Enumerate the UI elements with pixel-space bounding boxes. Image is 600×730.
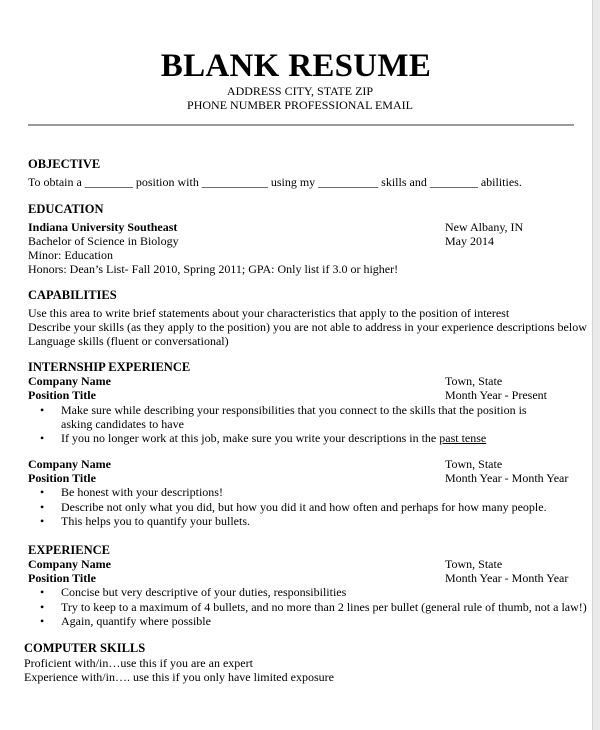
capabilities-heading: CAPABILITIES <box>28 288 117 302</box>
honors: Honors: Dean’s List- Fall 2010, Spring 2011; GPA: Only list if 3.0 or higher! <box>28 262 399 276</box>
resume-title: BLANK RESUME <box>160 48 432 84</box>
bullet-text: This helps you to quantify your bullets. <box>61 514 250 528</box>
capability-line: Describe your skills (as they apply to the position) you are not able to address in your experience descriptions below <box>28 320 587 334</box>
bullet-text: Make sure while describing your responsibilities that you connect to the skills that the position is <box>61 403 527 417</box>
school-name: Indiana University Southeast <box>28 220 178 234</box>
company-location: Town, State <box>445 457 503 471</box>
position-dates: Month Year - Month Year <box>445 471 569 485</box>
capability-line: Use this area to write brief statements about your characteristics that apply to the position of interest <box>28 306 510 320</box>
position-title: Position Title <box>28 571 96 585</box>
header-divider <box>28 124 574 126</box>
bullet-icon: • <box>40 485 45 499</box>
objective-heading: OBJECTIVE <box>28 157 101 171</box>
objective-text: To obtain a ________ position with ___________ using my __________ skills and ________ abilities. <box>28 175 522 189</box>
capability-line: Language skills (fluent or conversational) <box>28 334 229 348</box>
graduation-date: May 2014 <box>445 234 494 248</box>
bullet-text: Again, quantify where possible <box>61 614 211 628</box>
address-line: ADDRESS CITY, STATE ZIP <box>226 84 374 98</box>
minor: Minor: Education <box>28 248 113 262</box>
skill-line: Experience with/in…. use this if you only have limited exposure <box>24 670 334 684</box>
internship-heading: INTERNSHIP EXPERIENCE <box>28 360 191 374</box>
degree: Bachelor of Science in Biology <box>28 234 179 248</box>
bullet-icon: • <box>40 514 45 528</box>
bullet-text: Concise but very descriptive of your duties, responsibilities <box>61 585 347 599</box>
position-dates: Month Year - Month Year <box>445 571 569 585</box>
bullet-text: If you no longer work at this job, make sure you write your descriptions in the past tense <box>61 431 487 445</box>
bullet-text: Be honest with your descriptions! <box>61 485 223 499</box>
company-name: Company Name <box>28 457 111 471</box>
bullet-text: asking candidates to have <box>61 417 184 431</box>
bullet-icon: • <box>40 614 45 628</box>
bullet-icon: • <box>40 431 45 445</box>
company-location: Town, State <box>445 557 503 571</box>
company-name: Company Name <box>28 557 111 571</box>
company-name: Company Name <box>28 374 111 388</box>
experience-heading: EXPERIENCE <box>28 543 110 557</box>
bullet-icon: • <box>40 403 45 417</box>
company-location: Town, State <box>445 374 503 388</box>
contact-line: PHONE NUMBER PROFESSIONAL EMAIL <box>187 98 413 112</box>
skill-line: Proficient with/in…use this if you are an expert <box>24 656 253 670</box>
position-title: Position Title <box>28 471 96 485</box>
position-title: Position Title <box>28 388 96 402</box>
bullet-text: Describe not only what you did, but how you did it and how often and perhaps for how many people. <box>61 500 547 514</box>
school-location: New Albany, IN <box>445 220 524 234</box>
bullet-icon: • <box>40 600 45 614</box>
bullet-text: Try to keep to a maximum of 4 bullets, and no more than 2 lines per bullet (general rule of thumb, not a law!) <box>61 600 587 614</box>
past-tense-link[interactable]: past tense <box>439 431 487 445</box>
computer-skills-heading: COMPUTER SKILLS <box>24 641 146 655</box>
education-heading: EDUCATION <box>28 202 104 216</box>
bullet-icon: • <box>40 500 45 514</box>
bullet-icon: • <box>40 585 45 599</box>
position-dates: Month Year - Present <box>445 388 547 402</box>
